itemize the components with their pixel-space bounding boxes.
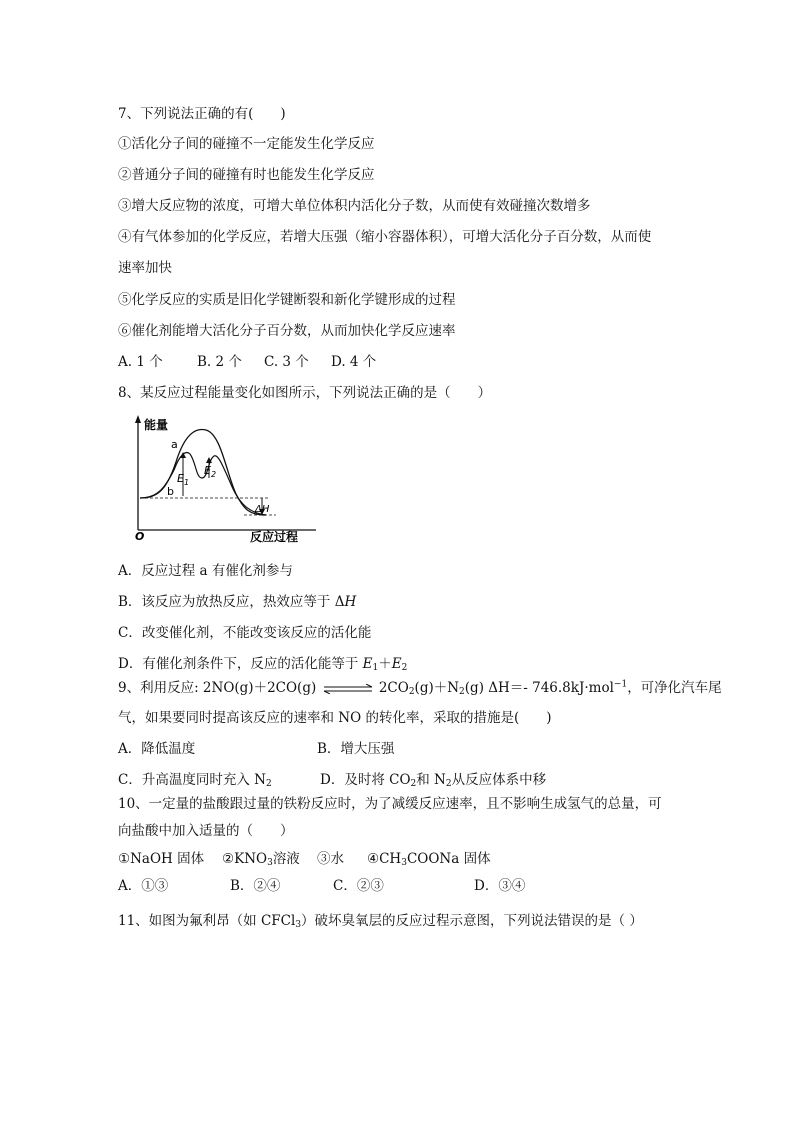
q9-option-c-text: C．升高温度同时充入 N xyxy=(118,772,266,788)
q8-option-d-e2-sub: 2 xyxy=(401,663,408,673)
q7-item-4: ④有气体参加的化学反应，若增大压强（缩小容器体积），可增大活化分子百分数，从而使 xyxy=(118,229,652,245)
q7-item-1: ①活化分子间的碰撞不一定能发生化学反应 xyxy=(118,136,375,152)
q9-reactants: 9、利用反应: 2NO(g)＋2CO(g) xyxy=(118,680,321,696)
q7-item-4-cont: 速率加快 xyxy=(118,260,172,276)
q9-stem-line2: 气，如果要同时提高该反应的速率和 NO 的转化率，采取的措施是( ) xyxy=(118,710,552,726)
q8-option-b-text: B．该反应为放热反应，热效应等于 Δ xyxy=(118,594,345,610)
q10-reagent-4 xyxy=(367,850,491,868)
q9-stem-tail: ，可净化汽车尾 xyxy=(627,680,722,696)
y-axis-arrow xyxy=(135,415,141,423)
curve-b-label: b xyxy=(167,485,174,498)
q7-item-6: ⑥催化剂能增大活化分子百分数，从而加快化学反应速率 xyxy=(118,323,456,339)
q11-stem-text: 11、如图为氟利昂（如 CFCl xyxy=(118,913,296,929)
q9-n2-sub: 2 xyxy=(459,687,465,697)
curve-a-label: a xyxy=(171,438,178,451)
q10-option-d: D．③④ xyxy=(474,878,526,894)
q9-option-a: A．降低温度 xyxy=(118,741,196,757)
q7-stem: 7、下列说法正确的有( ) xyxy=(118,106,286,122)
q8-option-c: C．改变催化剂，不能改变该反应的活化能 xyxy=(118,625,372,641)
q9-option-d-sub1: 2 xyxy=(410,779,417,789)
dh-label: ΔH xyxy=(255,504,270,515)
q7-option-a: A. 1 个 xyxy=(118,354,163,370)
q8-option-d-plus: ＋ xyxy=(378,656,392,672)
q10-stem-line1: 10、一定量的盐酸跟过量的铁粉反应时，为了减缓反应速率，且不影响生成氢气的总量，可 xyxy=(118,796,662,812)
q8-option-d xyxy=(118,655,407,673)
q8-option-d-e2: E xyxy=(391,656,402,672)
energy-diagram xyxy=(126,412,326,544)
q9-product-co2: 2CO xyxy=(374,680,409,696)
q9-option-c-sub: 2 xyxy=(265,779,272,789)
q8-option-d-e1: E xyxy=(362,656,373,672)
origin-label: O xyxy=(135,530,145,543)
q8-option-b-h: H xyxy=(344,594,357,610)
q8-option-b xyxy=(118,593,356,611)
q11-stem xyxy=(118,912,643,930)
q7-item-5: ⑤化学反应的实质是旧化学键断裂和新化学键形成的过程 xyxy=(118,292,456,308)
q9-option-d-mid: 和 N xyxy=(416,772,446,788)
q8-option-d-text: D．有催化剂条件下，反应的活化能等于 xyxy=(118,656,363,672)
q10-reagent-2-text: ②KNO xyxy=(222,851,268,867)
q9-option-d-tail: 从反应体系中移 xyxy=(451,772,547,788)
q9-product-n2: (g)＋N xyxy=(414,680,460,696)
equilibrium-arrow-icon xyxy=(322,684,374,694)
q10-stem-line2: 向盐酸中加入适量的（ ） xyxy=(118,823,294,839)
q10-option-b: B．②④ xyxy=(230,878,281,894)
e2-label: $E_2$ xyxy=(204,464,217,479)
q10-option-c: C．②③ xyxy=(333,878,384,894)
q7-option-c: C. 3 个 xyxy=(264,354,309,370)
q10-reagent-3: ③水 xyxy=(317,851,344,867)
q7-option-b: B. 2 个 xyxy=(197,354,242,370)
q8-option-d-e1-sub: 1 xyxy=(372,663,379,673)
curve-b xyxy=(140,453,266,515)
q8-stem: 8、某反应过程能量变化如图所示，下列说法正确的是（ ） xyxy=(118,385,492,401)
q10-reagent-4-sub: 3 xyxy=(401,858,407,868)
q8-option-a: A．反应过程 a 有催化剂参与 xyxy=(118,563,293,579)
q11-stem-sub: 3 xyxy=(295,920,302,930)
q9-option-c xyxy=(118,771,272,789)
q9-option-d-sub2: 2 xyxy=(445,779,452,789)
q9-co2-sub: 2 xyxy=(408,687,415,697)
x-axis-label: 反应过程 xyxy=(250,530,299,544)
q9-option-b: B．增大压强 xyxy=(317,741,395,757)
q10-reagent-2-tail: 溶液 xyxy=(272,851,300,867)
q9-option-d-text: D．及时将 CO xyxy=(320,772,411,788)
q7-item-2: ②普通分子间的碰撞有时也能发生化学反应 xyxy=(118,167,375,183)
q10-option-a: A．①③ xyxy=(118,878,169,894)
q9-enthalpy-sup: −1 xyxy=(613,679,628,690)
q7-item-3: ③增大反应物的浓度，可增大单位体积内活化分子数，从而使有效碰撞次数增多 xyxy=(118,198,591,214)
curve-a xyxy=(140,429,266,515)
q11-stem-tail: ）破坏臭氧层的反应过程示意图，下列说法错误的是（ ） xyxy=(301,913,643,929)
q10-reagent-2-sub: 3 xyxy=(267,858,273,868)
q9-enthalpy: (g) ΔH＝- 746.8kJ·mol xyxy=(464,680,614,696)
q10-reagent-4-text: ④CH xyxy=(367,851,402,867)
q7-option-d: D. 4 个 xyxy=(331,354,377,370)
q9-stem-line1 xyxy=(118,679,722,697)
e1-label: $E_1$ xyxy=(177,472,190,487)
q10-reagent-4-tail: COONa 固体 xyxy=(406,851,491,867)
y-axis-label: 能量 xyxy=(144,418,169,432)
q9-option-d xyxy=(320,771,546,789)
q10-reagent-2 xyxy=(222,850,300,868)
q10-reagent-1: ①NaOH 固体 xyxy=(118,851,205,867)
